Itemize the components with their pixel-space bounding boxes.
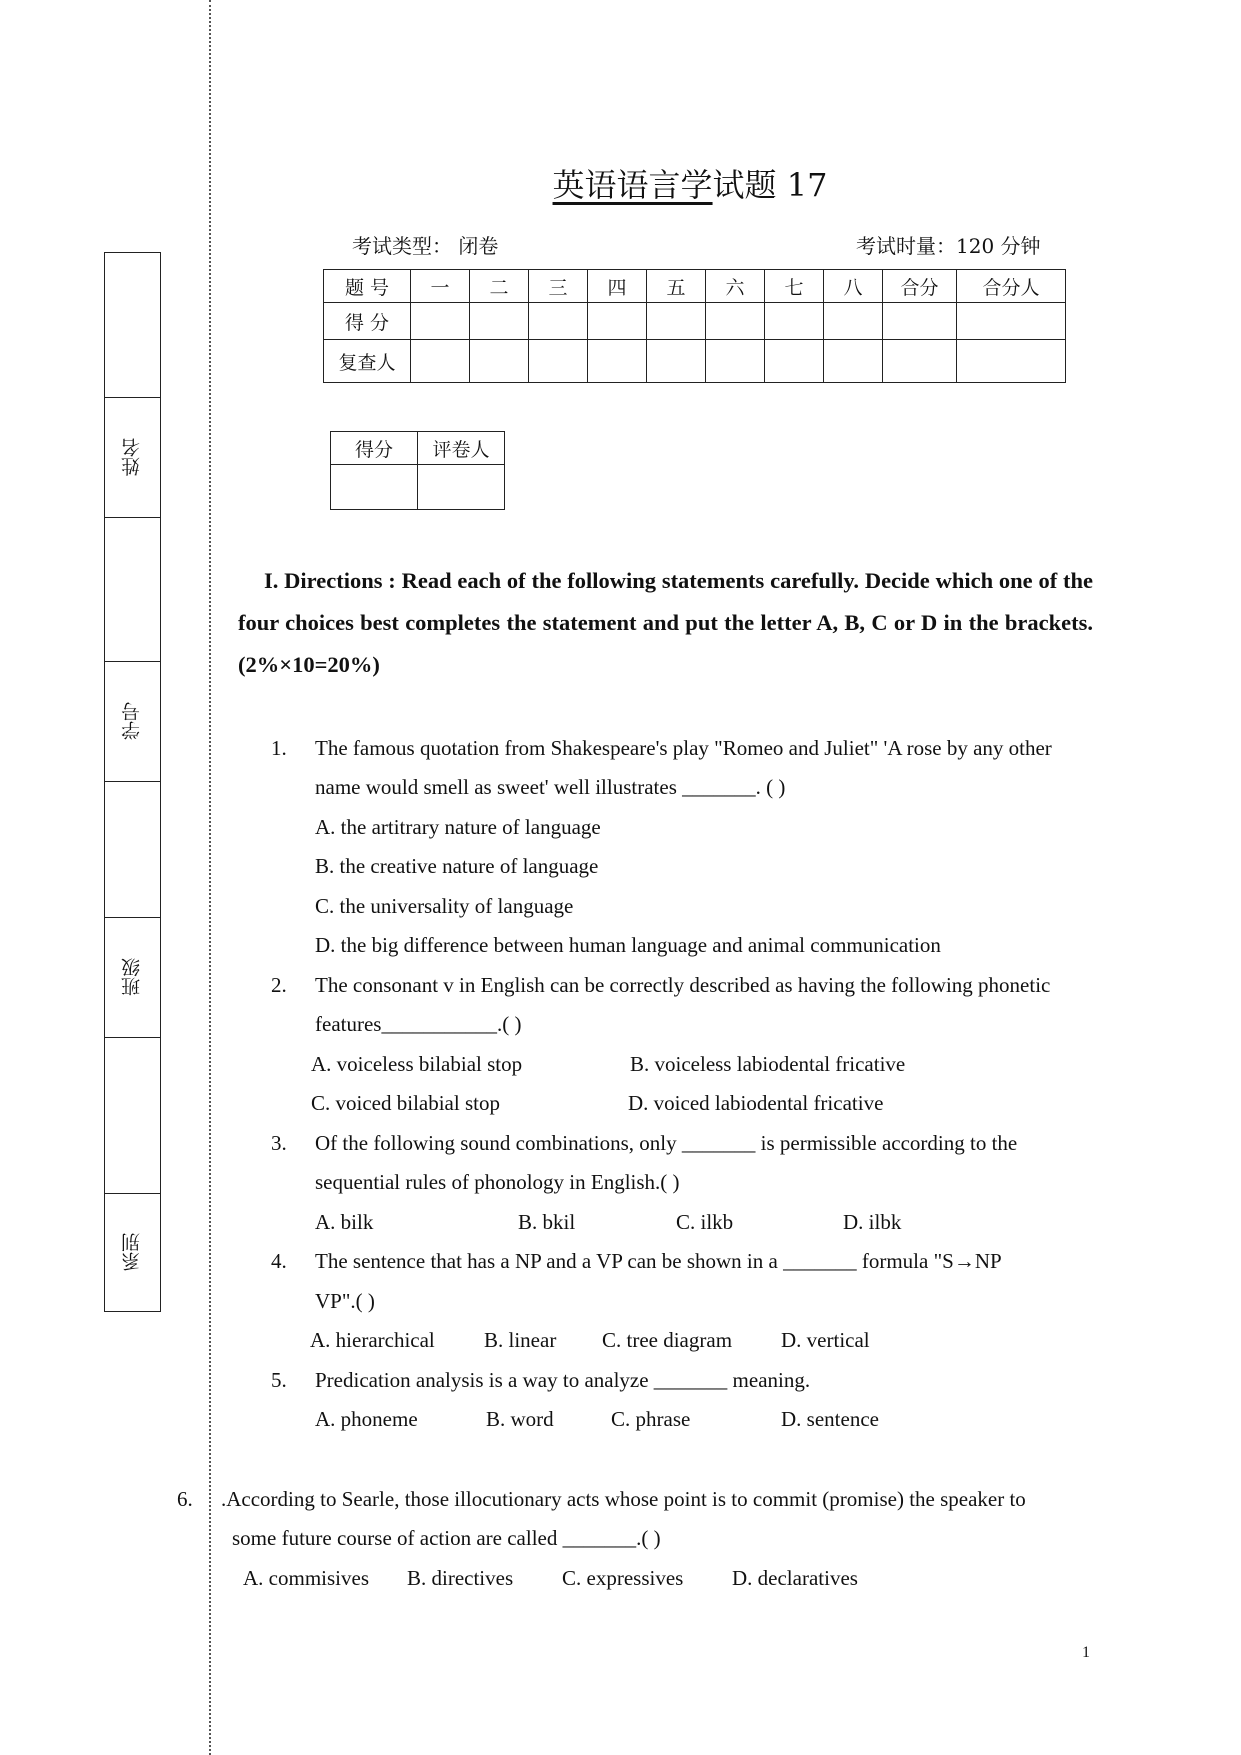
answer-option: C. tree diagram (602, 1328, 733, 1352)
answer-option: D. vertical (781, 1328, 870, 1352)
grader-name-cell[interactable] (418, 465, 505, 510)
class-input-cell[interactable] (105, 1037, 160, 1193)
score-header-cell: 合分人 (957, 270, 1066, 303)
review-cell[interactable] (411, 340, 470, 383)
question-number: 2. (271, 973, 287, 997)
review-cell[interactable] (765, 340, 824, 383)
answer-option: D. ilbk (843, 1210, 902, 1234)
score-header-cell: 合分 (883, 270, 957, 303)
exam-duration: 考试时量：120 分钟 (856, 234, 1041, 258)
review-cell[interactable] (529, 340, 588, 383)
score-cell[interactable] (647, 303, 706, 340)
score-header-cell: 一 (411, 270, 470, 303)
exam-title (0, 160, 1241, 206)
review-cell[interactable] (647, 340, 706, 383)
score-table (323, 269, 1066, 383)
review-cell[interactable] (588, 340, 647, 383)
score-header-cell: 六 (706, 270, 765, 303)
score-row-label: 复查人 (324, 340, 411, 383)
answer-option: A. bilk (315, 1210, 374, 1234)
question-text-line2: some future course of action are called _______.( ) (232, 1526, 661, 1550)
answer-option: D. the big difference between human language and animal communication (315, 933, 941, 957)
student-info-side-table (104, 252, 161, 1312)
score-header-cell: 三 (529, 270, 588, 303)
department-label: 系别 (122, 1233, 143, 1271)
review-cell[interactable] (883, 340, 957, 383)
answer-option: D. sentence (781, 1407, 879, 1431)
student-id-input-cell[interactable] (105, 781, 160, 917)
review-cell[interactable] (957, 340, 1066, 383)
question-number: 1. (271, 736, 287, 760)
score-cell[interactable] (529, 303, 588, 340)
question-text-line1: Predication analysis is a way to analyze _______ meaning. (315, 1368, 811, 1392)
answer-option: C. the universality of language (315, 894, 574, 918)
score-cell[interactable] (883, 303, 957, 340)
grader-table (330, 431, 505, 510)
question-text-line2: VP".( ) (315, 1289, 375, 1313)
student-id-label: 学号 (122, 702, 143, 740)
question-text-line2: sequential rules of phonology in English.( ) (315, 1170, 680, 1194)
answer-option: A. voiceless bilabial stop (311, 1052, 523, 1076)
score-cell[interactable] (588, 303, 647, 340)
answer-option: C. expressives (562, 1566, 684, 1590)
review-cell[interactable] (470, 340, 529, 383)
review-cell[interactable] (824, 340, 883, 383)
score-header-cell: 四 (588, 270, 647, 303)
score-cell[interactable] (765, 303, 824, 340)
review-cell[interactable] (706, 340, 765, 383)
score-header-cell: 题 号 (324, 270, 411, 303)
answer-option: D. voiced labiodental fricative (628, 1091, 884, 1115)
answer-option: D. declaratives (732, 1566, 858, 1590)
name-label: 姓名 (122, 438, 143, 476)
score-cell[interactable] (824, 303, 883, 340)
question-text-line2: features___________.( ) (315, 1012, 522, 1036)
question-number: 6. (177, 1487, 193, 1511)
exam-title-suffix: 试题 17 (712, 166, 828, 204)
question-text-line1: The famous quotation from Shakespeare's play "Romeo and Juliet" 'A rose by any other (315, 736, 1052, 760)
answer-option: A. phoneme (315, 1407, 418, 1431)
grader-score-cell[interactable] (331, 465, 418, 510)
grader-score-header: 得分 (331, 432, 418, 465)
answer-option: B. directives (407, 1566, 514, 1590)
score-cell[interactable] (470, 303, 529, 340)
grader-name-header: 评卷人 (418, 432, 505, 465)
question-text-line1: The consonant v in English can be correctly described as having the following phonetic (315, 973, 1051, 997)
answer-option: C. phrase (611, 1407, 691, 1431)
answer-option: B. bkil (518, 1210, 576, 1234)
answer-option: B. linear (484, 1328, 557, 1352)
question-text-line2: name would smell as sweet' well illustrates _______. ( ) (315, 775, 786, 799)
class-label: 班级 (122, 958, 143, 996)
answer-option: C. ilkb (676, 1210, 734, 1234)
answer-option: C. voiced bilabial stop (311, 1091, 500, 1115)
binding-margin-line (209, 0, 211, 1755)
score-header-cell: 七 (765, 270, 824, 303)
score-row-label: 得 分 (324, 303, 411, 340)
score-cell[interactable] (957, 303, 1066, 340)
exam-type: 考试类型： 闭卷 (352, 234, 499, 258)
question-number: 5. (271, 1368, 287, 1392)
answer-option: B. the creative nature of language (315, 854, 599, 878)
answer-option: A. hierarchical (310, 1328, 435, 1352)
question-text-line1: The sentence that has a NP and a VP can be shown in a _______ formula "S→NP (315, 1249, 1002, 1273)
score-cell[interactable] (706, 303, 765, 340)
exam-title-main: 英语语言学 (552, 166, 713, 204)
score-header-cell: 二 (470, 270, 529, 303)
answer-option: B. voiceless labiodental fricative (630, 1052, 906, 1076)
section-directions: I. Directions : Read each of the following statements carefully. Decide which one of the four choices best completes the statement and put the letter A, B, C or D in the brackets. (2%×10=20%) (238, 568, 1093, 677)
page-number: 1 (1082, 1644, 1090, 1661)
answer-option: A. the artitrary nature of language (315, 815, 601, 839)
answer-option: A. commisives (243, 1566, 369, 1590)
answer-option: B. word (486, 1407, 554, 1431)
score-cell[interactable] (411, 303, 470, 340)
question-number: 3. (271, 1131, 287, 1155)
question-text-line1: Of the following sound combinations, only _______ is permissible according to the (315, 1131, 1018, 1155)
score-header-cell: 五 (647, 270, 706, 303)
question-text-line1: .According to Searle, those illocutionary acts whose point is to commit (promise) the speaker to (221, 1487, 1026, 1511)
name-input-cell[interactable] (105, 517, 160, 661)
question-number: 4. (271, 1249, 287, 1273)
score-header-cell: 八 (824, 270, 883, 303)
